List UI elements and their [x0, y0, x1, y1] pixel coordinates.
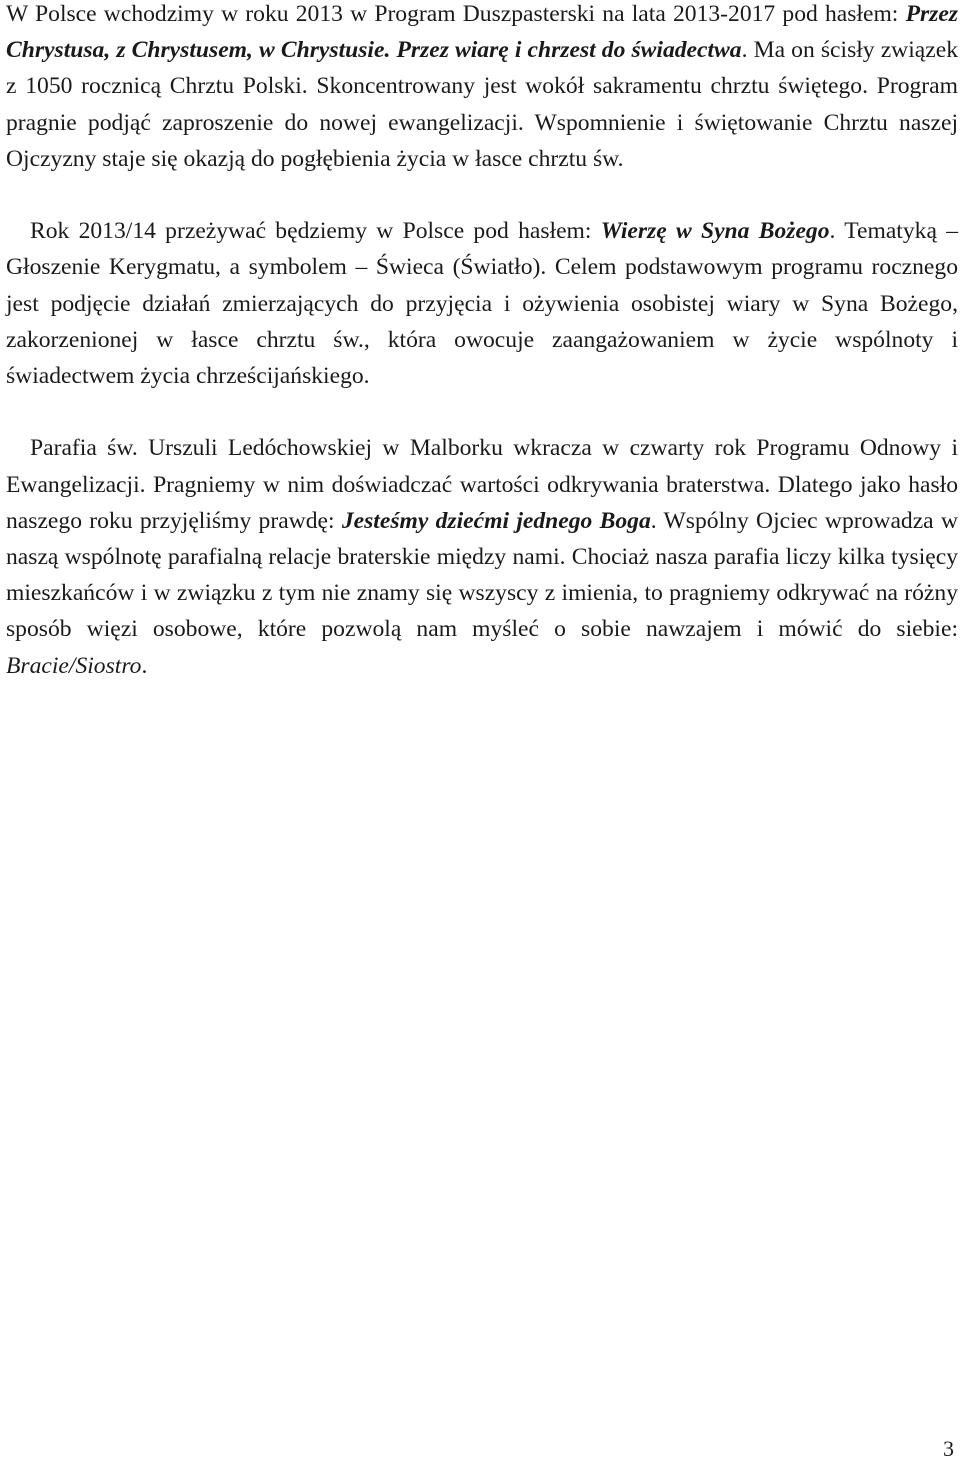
year-motto: Wierzę w Syna Bożego [600, 218, 830, 245]
paragraph-3-run-3: . Wspólny Ojciec wprowadza w naszą wspólnotę parafialną relacje braterskie między nami. Chociaż nasza parafia liczy kilka tysięcy mieszkańców i w związku z tym nie znamy się wszyscy z imienia, to pragniemy odkrywać na różny sposób więzi osobowe, które pozwolą nam myśleć o sobie nawzajem i mówić do siebie: [6, 507, 958, 643]
paragraph-2-run-3: . Tematyką – Głoszenie Kerygmatu, a symbolem – Świeca (Światło). Celem podstawowym programu rocznego jest podjęcie działań zmierzających do przyjęcia i ożywienia osobistej wiary w Syna Bożego, zakorzenionej w łasce chrztu św., która owocuje zaangażowaniem w życie wspólnoty i świadectwem życia chrześcijańskiego. [6, 218, 958, 390]
program-motto: Przez Chrystusa, z Chrystusem, w Chrystusie. Przez wiarę i chrzest do świadectwa [6, 1, 958, 64]
page-number: 3 [943, 1436, 954, 1461]
paragraph-1-run-3: . Ma on ścisły związek z 1050 rocznicą Chrztu Polski. Skoncentrowany jest wokół sakramentu chrztu świętego. Program pragnie podjąć zaproszenie do nowej ewangelizacji. Wspomnienie i świętowanie Chrztu naszej Ojczyzny staje się okazją do pogłębienia życia w łasce chrztu św. [6, 37, 958, 172]
paragraph-parafia [6, 430, 958, 683]
paragraph-3-run-5: . [141, 652, 148, 679]
paragraph-2-run-1: Rok 2013/14 przeżywać będziemy w Polsce pod hasłem: [30, 218, 601, 245]
paragraph-rok-2013-14 [6, 213, 958, 394]
paragraph-3-run-1: Parafia św. Urszuli Ledóchowskiej w Malborku wkracza w czwarty rok Programu Odnowy i Ewangelizacji. Pragniemy w nim doświadczać wartości odkrywania braterstwa. Dlatego jako hasło naszego roku przyjęliśmy prawdę: [6, 435, 958, 534]
parish-motto: Jesteśmy dziećmi jednego Boga [341, 507, 651, 534]
document-page [6, 0, 958, 684]
paragraph-1-run-1: W Polsce wchodzimy w roku 2013 w Program Duszpasterski na lata 2013-2017 pod hasłem: [6, 1, 906, 27]
paragraph-program-duszpasterski [6, 0, 958, 177]
greeting-phrase: Bracie/Siostro [6, 652, 142, 679]
